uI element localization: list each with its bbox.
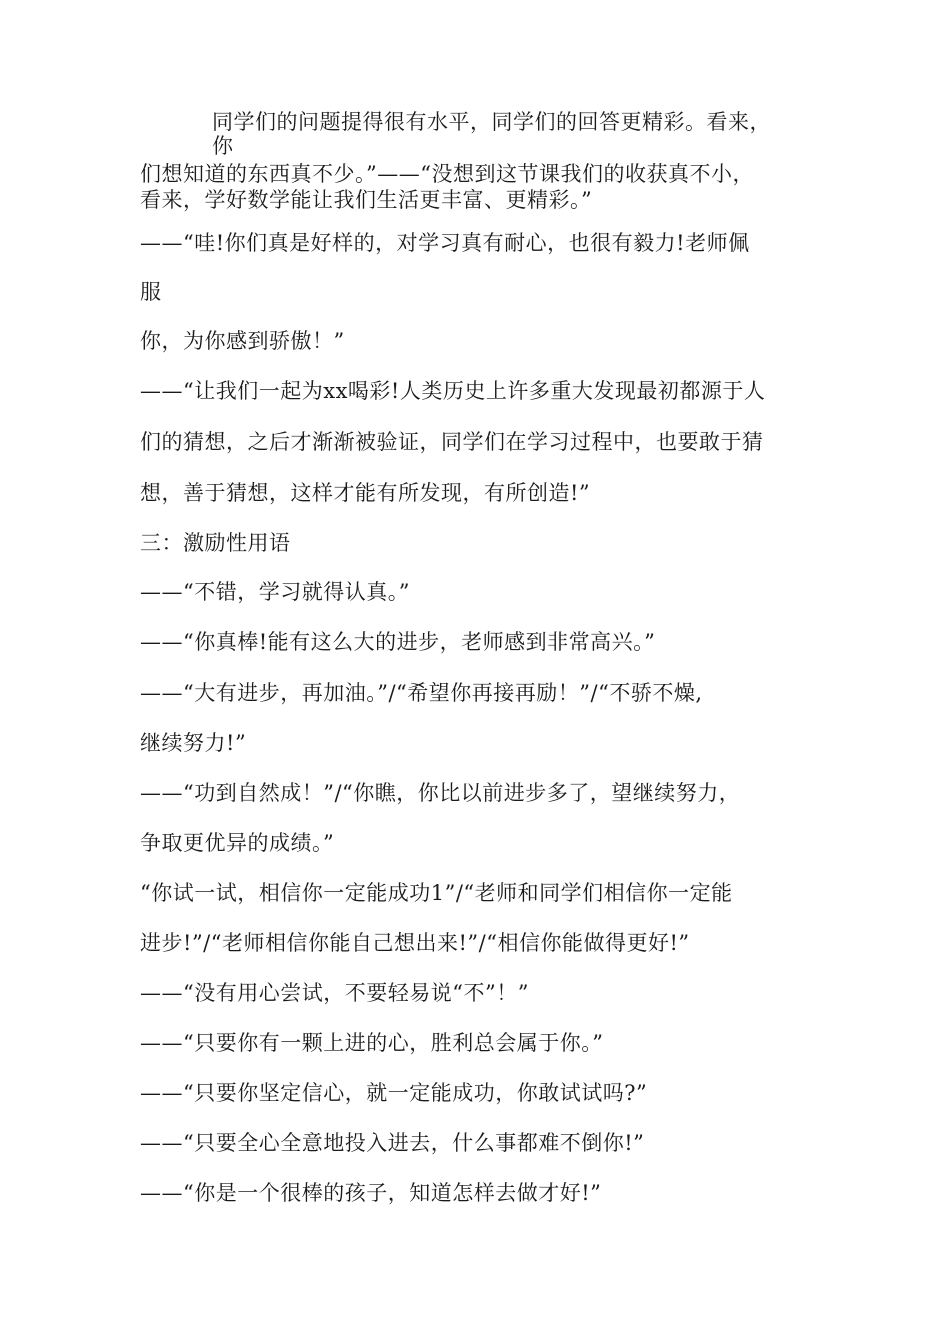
text-line: ——“你真棒!能有这么大的进步，老师感到非常高兴。” <box>140 630 656 654</box>
text-line: ——“没有用心尝试，不要轻易说“不”！” <box>140 981 529 1005</box>
text-line: 同学们的问题提得很有水平，同学们的回答更精彩。看来， <box>212 110 771 134</box>
text-line: ——“功到自然成！”/“你瞧，你比以前进步多了，望继续努力， <box>140 781 741 805</box>
text-line: ——“你是一个很棒的孩子，知道怎样去做才好!” <box>140 1181 602 1205</box>
text-line: ——“大有进步，再加油。”/“希望你再接再励！”/“不骄不燥, <box>140 681 703 705</box>
text-line: 进步!”/“老师相信你能自己想出来!”/“相信你能做得更好!” <box>140 931 690 955</box>
text-line: ——“让我们一起为xx喝彩!人类历史上许多重大发现最初都源于人 <box>140 379 766 403</box>
text-line: “你试一试，相信你一定能成功1”/“老师和同学们相信你一定能 <box>140 881 733 905</box>
text-line: 争取更优异的成绩。” <box>140 831 335 855</box>
text-line: 想，善于猜想，这样才能有所发现，有所创造!” <box>140 481 591 505</box>
text-line: 继续努力!” <box>140 731 247 755</box>
text-line: ——“只要你有一颗上进的心，胜利总会属于你。” <box>140 1031 604 1055</box>
section-heading: 三：激励性用语 <box>140 531 291 555</box>
text-line: ——“只要你坚定信心，就一定能成功，你敢试试吗?” <box>140 1081 648 1105</box>
text-line: ——“哇!你们真是好样的，对学习真有耐心，也很有毅力!老师佩 <box>140 231 750 255</box>
text-line: 看来，学好数学能让我们生活更丰富、更精彩。” <box>140 188 593 212</box>
text-line: 你，为你感到骄傲！” <box>140 329 345 353</box>
text-line: 们的猜想，之后才渐渐被验证，同学们在学习过程中，也要敢于猜 <box>140 430 764 454</box>
text-line: 服 <box>140 280 162 304</box>
text-line: 你 <box>212 134 234 158</box>
text-line: ——“不错，学习就得认真。” <box>140 580 410 604</box>
text-line: 们想知道的东西真不少。”——“没想到这节课我们的收获真不小， <box>140 162 754 186</box>
text-line: ——“只要全心全意地投入进去，什么事都难不倒你!” <box>140 1131 645 1155</box>
